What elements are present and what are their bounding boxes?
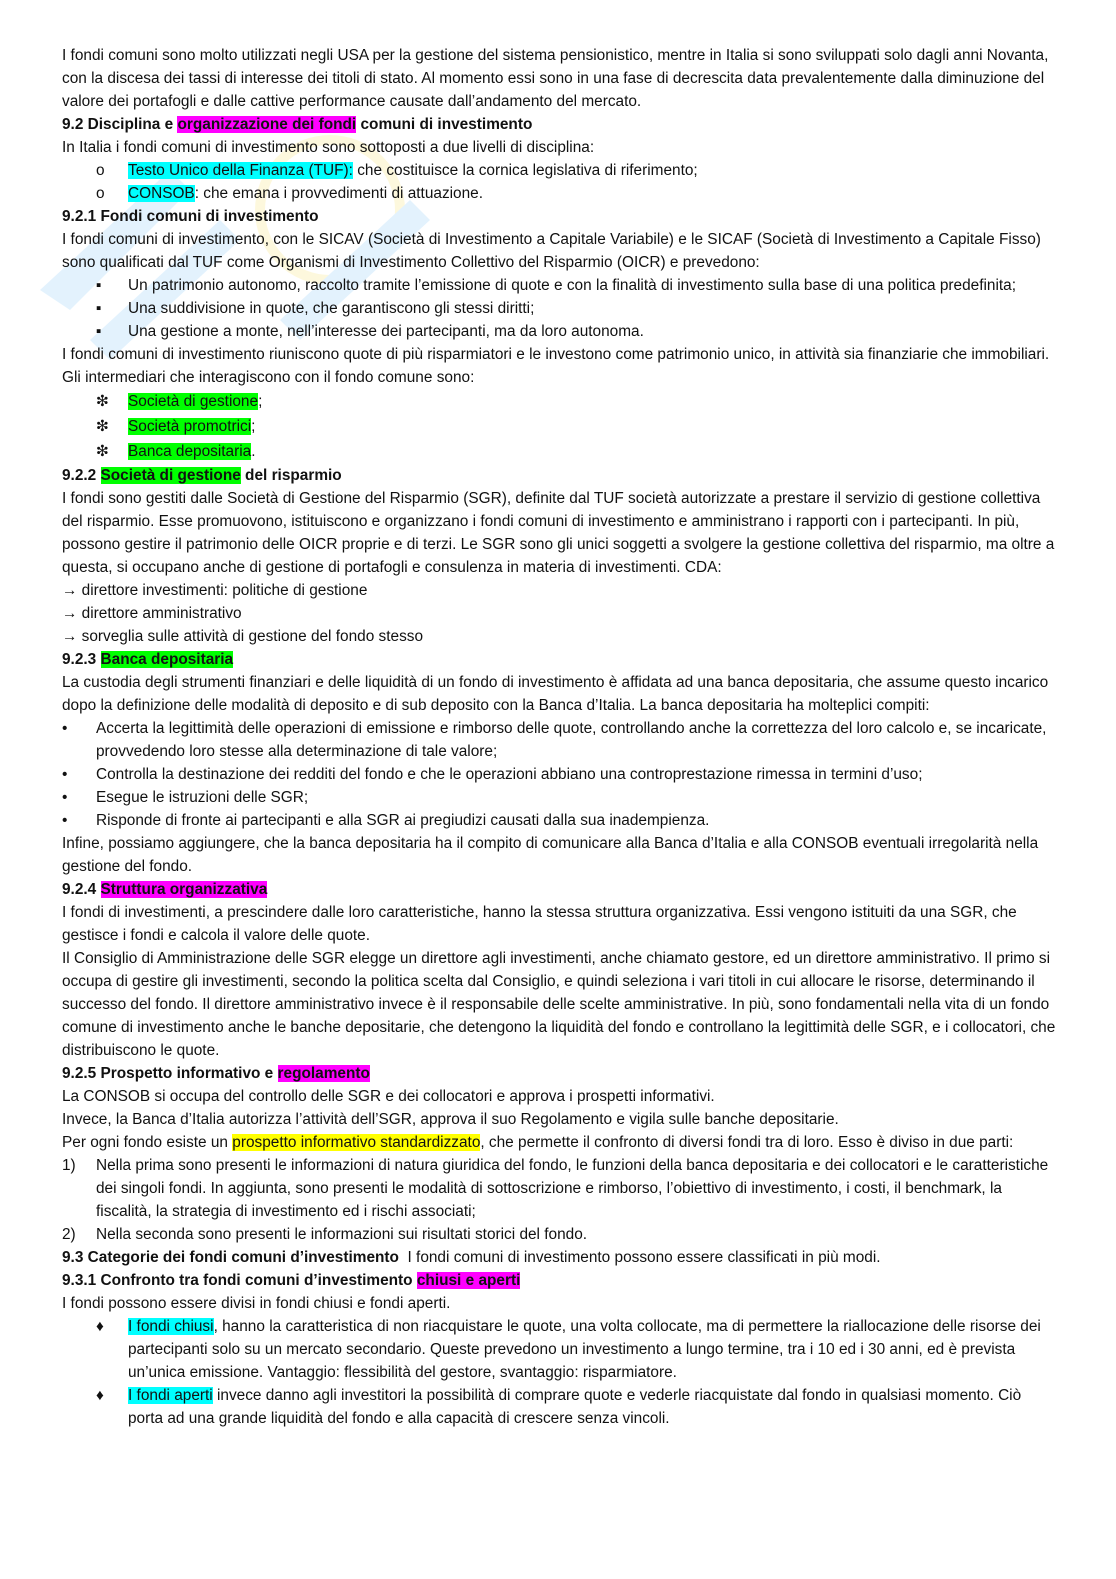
paragraph-9-3-1: I fondi possono essere divisi in fondi chiusi e fondi aperti.	[62, 1295, 451, 1312]
arrow-line: → direttore amministrativo	[62, 605, 242, 622]
list-bank-duties	[62, 717, 1057, 832]
list-item: ❇ Società di gestione;	[96, 393, 263, 410]
list-item: 2) Nella seconda sono presenti le informazioni sui risultati storici del fondo.	[62, 1226, 588, 1243]
list-intermediaries	[62, 389, 1057, 464]
paragraph-9-2-5-a: La CONSOB si occupa del controllo delle SGR e dei collocatori e approva i prospetti informativi.	[62, 1088, 715, 1105]
list-discipline-levels	[62, 159, 1057, 205]
heading-9-2: 9.2 Disciplina e organizzazione dei fondi comuni di investimento	[62, 116, 533, 133]
list-oicr-features	[62, 274, 1057, 343]
list-item: o CONSOB: che emana i provvedimenti di attuazione.	[96, 185, 484, 202]
paragraph-9-2-3: La custodia degli strumenti finanziari e delle liquidità di un fondo di investimento è affidata ad una banca depositaria, che assume questo incarico dopo la definizione delle modalità di deposito e di sub deposito con la Banca d’Italia. La banca depositaria ha molteplici compiti:	[62, 674, 1049, 714]
paragraph-9-2-3-b: Infine, possiamo aggiungere, che la banca depositaria ha il compito di comunicare alla Banca d’Italia e alla CONSOB eventuali irregolarità nella gestione del fondo.	[62, 835, 1039, 875]
intro-paragraph: I fondi comuni sono molto utilizzati negli USA per la gestione del sistema pensionistico, mentre in Italia si sono sviluppati solo dagli anni Novanta, con la discesa dei tassi di interesse dei titoli di stato. Al momento essi sono in una fase di decrescita data prevalentemente dalla diminuzione del valore dei portafogli e dalle cattive performance causate dall’andamento del mercato.	[62, 47, 1049, 110]
list-item: ♦ I fondi chiusi, hanno la caratteristica di non riacquistare le quote, una volta collocate, ma di permettere la riallocazione delle risorse dei partecipanti solo su un mercato secondario. Queste prevedono un investimento a lungo termine, tra i 10 ed i 30 anni, ed è prevista un’unica emissione. Vantaggio: flessibilità del gestore, svantaggio: risparmiatore.	[96, 1318, 1041, 1381]
arrow-line: → sorveglia sulle attività di gestione del fondo stesso	[62, 628, 424, 645]
arrow-line: → direttore investimenti: politiche di gestione	[62, 582, 368, 599]
heading-9-2-3: 9.2.3 Banca depositaria	[62, 651, 234, 668]
list-item: • Esegue le istruzioni delle SGR;	[62, 789, 309, 806]
list-item: o Testo Unico della Finanza (TUF): che costituisce la cornica legislativa di riferimento;	[96, 162, 698, 179]
heading-9-3-1: 9.3.1 Confronto tra fondi comuni d’investimento chiusi e aperti	[62, 1272, 521, 1289]
paragraph-9-2-5-b: Invece, la Banca d’Italia autorizza l’attività dell’SGR, approva il suo Regolamento e vigila sulle banche depositarie.	[62, 1111, 839, 1128]
heading-9-2-5: 9.2.5 Prospetto informativo e regolamento	[62, 1065, 370, 1082]
heading-9-3: 9.3 Categorie dei fondi comuni d’investimento	[62, 1249, 399, 1266]
paragraph-9-2-1-b: I fondi comuni di investimento riuniscono quote di più risparmiatori e le investono come patrimonio unico, in attività sia finanziarie che immobiliari. Gli intermediari che interagiscono con il fondo comune sono:	[62, 346, 1050, 386]
list-item: • Risponde di fronte ai partecipanti e alla SGR ai pregiudizi causati dalla sua inadempienza.	[62, 812, 710, 829]
list-item: ❇ Banca depositaria.	[96, 443, 256, 460]
list-item: ▪ Una suddivisione in quote, che garantiscono gli stessi diritti;	[96, 300, 535, 317]
paragraph-9-2-1: I fondi comuni di investimento, con le SICAV (Società di Investimento a Capitale Variabile) e le SICAF (Società di Investimento a Capitale Fisso) sono qualificati dal TUF come Organismi di Investimento Collettivo del Risparmio (OICR) e prevedono:	[62, 231, 1041, 271]
heading-9-2-2: 9.2.2 Società di gestione del risparmio	[62, 467, 342, 484]
list-item: ♦ I fondi aperti invece danno agli investitori la possibilità di comprare quote e vederle riacquistate dal fondo in qualsiasi momento. Ciò porta ad una grande liquidità del fondo e alla capacità di crescere senza vincoli.	[96, 1387, 1022, 1427]
heading-9-2-1: 9.2.1 Fondi comuni di investimento	[62, 208, 319, 225]
paragraph-9-2: In Italia i fondi comuni di investimento sono sottoposti a due livelli di disciplina:	[62, 139, 595, 156]
heading-9-2-4: 9.2.4 Struttura organizzativa	[62, 881, 268, 898]
list-item: ❇ Società promotrici;	[96, 418, 256, 435]
paragraph-9-2-4: I fondi di investimenti, a prescindere dalle loro caratteristiche, hanno la stessa struttura organizzativa. Essi vengono istituiti da una SGR, che gestisce i fondi e calcola il valore delle quote.	[62, 904, 1017, 944]
paragraph-9-2-2: I fondi sono gestiti dalle Società di Gestione del Risparmio (SGR), definite dal TUF società autorizzate a prestare il servizio di gestione collettiva del risparmio. Esse promuovono, istituiscono e organizzano i fondi comuni di investimento e amministrano i rapporti con i partecipanti. In più, possono gestire il patrimonio delle OICR proprie e di terzi. Le SGR sono gli unici soggetti a svolgere la gestione collettiva del risparmio, ma oltre a questa, si occupano anche di gestione di portafogli e consulenza in materia di investimenti. CDA:	[62, 490, 1055, 576]
list-fund-types	[62, 1315, 1057, 1430]
list-prospectus-parts	[62, 1154, 1057, 1246]
list-item: • Controlla la destinazione dei redditi del fondo e che le operazioni abbiano una controprestazione rimessa in termini d’uso;	[62, 766, 923, 783]
paragraph-9-2-5-c: Per ogni fondo esiste un prospetto informativo standardizzato, che permette il confronto di diversi fondi tra di loro. Esso è diviso in due parti:	[62, 1134, 1014, 1151]
paragraph-9-3: 9.3 Categorie dei fondi comuni d’investimento I fondi comuni di investimento possono essere classificati in più modi.	[62, 1249, 881, 1266]
document-page	[62, 44, 1057, 1430]
list-item: 1) Nella prima sono presenti le informazioni di natura giuridica del fondo, le funzioni della banca depositaria e dei collocatori e le caratteristiche dei singoli fondi. In aggiunta, sono presenti le modalità di sottoscrizione e rimborso, l’obiettivo di investimento, i costi, il benchmark, la fiscalità, la strategia di investimento ed i rischi associati;	[62, 1157, 1049, 1220]
list-item: ▪ Una gestione a monte, nell’interesse dei partecipanti, ma da loro autonoma.	[96, 323, 644, 340]
list-item: • Accerta la legittimità delle operazioni di emissione e rimborso delle quote, controllando anche la correttezza del loro calcolo e, se incaricate, provvedendo loro stesse alla determinazione di tale valore;	[62, 720, 1047, 760]
paragraph-9-2-4-b: Il Consiglio di Amministrazione delle SGR elegge un direttore agli investimenti, anche chiamato gestore, ed un direttore amministrativo. Il primo si occupa di gestire gli investimenti, secondo la politica scelta dal Consiglio, e quindi seleziona i vari titoli in cui allocare le risorse, determinando il successo del fondo. Il direttore amministrativo invece è il responsabile delle scelte amministrative. In più, sono fondamentali nella vita di un fondo comune di investimento anche le banche depositarie, che detengono la liquidità del fondo e controllano la legittimità delle SGR, e i collocatori, che distribuiscono le quote.	[62, 950, 1056, 1059]
list-item: ▪ Un patrimonio autonomo, raccolto tramite l’emissione di quote e con la finalità di investimento sulla base di una politica predefinita;	[96, 277, 1017, 294]
